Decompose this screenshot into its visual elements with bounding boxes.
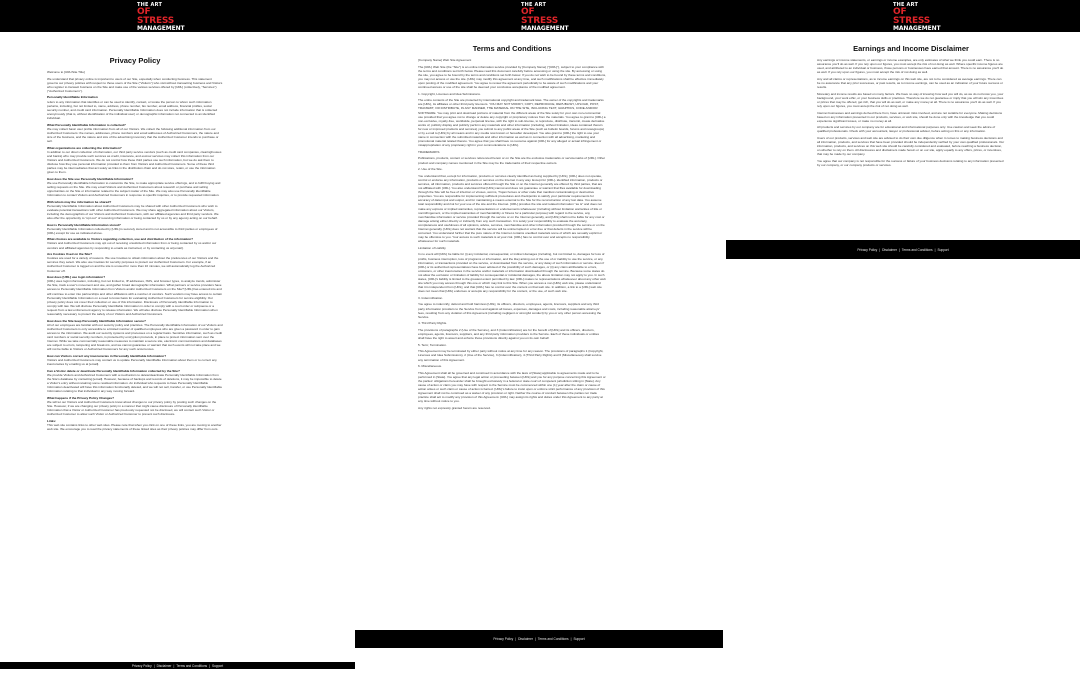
section-body: All of our employees are familiar with our security policy and practices. The Personally Identifiable Information of our Visitors and Authorized Customers is only accessible to a limited number of qualified employees who are given a password in order to gain access to the information. We audit our security systems and processes on a regular basis. Sensitive information, such as credit card numbers or social security numbers, is protected by encryption protocols, in place to protect information sent over the Internet. While we take commercially reasonable measures to maintain a secure site, electronic communications and databases are subject to errors, tampering and break-ins, and we cannot guarantee or warrant that such events will not take place and we will not be liable to Visitors or Authorized Customers for any such occurrences. [47, 322, 223, 352]
section-body: In addition to our direct collection of information, our third party service vendors (such as credit card companies, clearinghouses and banks) who may provide such services as credit, insurance, and escrow services may collect this information from our Visitors and Authorized Customers. We do not control how these third parties use such information, but we do ask them to disclose how they use personal information provided to them from Visitors and Authorized Customers. Some of these third parties may be intermediaries that act solely as links in the distribution chain and do not store, retain, or use the information given to them. [47, 149, 222, 175]
terms-paragraph: This Agreement shall all be governed and construed in accordance with the laws of [State] applicable to agreements made and to be performed in [State]. You agree that any legal action or proceeding between [URL] and you for any purpose concerning this Agreement or the parties' obligations hereunder shall be brought exclusively in a federal or state court of competent jurisdiction sitting in [State]. Any cause of action or claim you may have with respect to the Service must be commenced within one (1) year after the claim or cause of action arises or such claim or cause of action is barred. [URL]'s failure to insist upon or enforce strict performance of any provision of this Agreement shall not be construed as a waiver of any provision or right. Neither the course of conduct between the parties nor trade practice shall act to modify any provision of this Agreement. [URL] may assign its rights and duties under this Agreement to any party at any time without notice to you. [418, 370, 606, 404]
privacy-footer: Privacy Policy | Disclaimer | Terms and Conditions | Support [0, 662, 355, 669]
terms-footer: Privacy Policy | Disclaimer | Terms and Conditions | Support [355, 630, 723, 648]
site-header [0, 0, 1080, 32]
logo-line-1: THE ART [521, 2, 547, 8]
terms-paragraphs [418, 65, 606, 410]
privacy-intro: Welcome to [URL/Site Title] [47, 70, 85, 74]
section-body: This web site contains links to other web sites. Please note that when you click on one of these links, you are moving to another web site. We encourage you to read the privacy statements of these linked sites as their privacy policies may differ from ours. [47, 422, 222, 431]
terms-paragraph: 4. Third Party Rights. [418, 321, 448, 326]
footer-link-disclaimer[interactable]: Disclaimer [882, 247, 897, 252]
terms-paragraph: You understand that, except for information, products or services clearly identified as being supplied by [URL], [URL] does not operate, control or endorse any information, products or services on the Internet in any way. Except for [URL]- identified information, products or services, all information, products and services offered through the Site or on the Internet generally are offered by third parties, that are not affiliated with [URL]. You also understand that [URL] cannot and does not guarantee or warrant that files available for downloading through the Site will be free of infection or viruses, worms, Trojan horses or other code that manifest contaminating or destructive properties. You are responsible for implementing sufficient procedures and checkpoints to satisfy your particular requirements for accuracy of data input and output, and for maintaining a means external to the Site for the reconstruction of any lost data. You assume total responsibility and risk for your use of the site and the Internet. [URL] provides the site and related information "as is" and does not make any express or implied warranties, representations or endorsements whatsoever (including without limitation warranties of title or noninfringement, or the implied warranties of merchantability or fitness for a particular purpose) with regard to the service, any merchandise information or service provided through the service or on the Internet generally, and [URL] shall not be liable for any cost or damage arising either directly or indirectly from any such transaction. It is solely your responsibility to evaluate the accuracy, completeness and usefulness of all opinions, advice, services, merchandise and other information provided through the service or on the Internet generally. [URL] does not warrant that the service will be uninterrupted or error-free or that defects in the service will be corrected. You understand further that the pure nature of the Internet contains unedited materials some of which are sexually explicit or may be offensive to you. Your access to such materials is at your risk. [URL] has no control over and accepts no responsibility whatsoever for such materials. [418, 173, 605, 244]
section-body: We may collect basic user profile information from all of our Visitors. We collect the following additional information from our Authorized Customers: the names, addresses, phone numbers and email addresses of Authorized Customers, the nature and size of the business, and the nature and size of the advertising inventory that the Authorized Customer intends to purchase or sell. [47, 126, 219, 143]
logo-line-3: MANAGEMENT [893, 25, 941, 32]
brand-logo[interactable] [137, 2, 185, 32]
section-heading: What choices are available to Visitors regarding collection, use and distribution of the information? [47, 237, 194, 242]
brand-logo[interactable] [893, 2, 941, 32]
footer-link-disclaimer[interactable]: Disclaimer [156, 663, 172, 668]
earnings-paragraph: Users of our products, services and web site are advised to do their own due diligence when it comes to making business decisions and all information, products, and services that have been provided should be independently verified by your own qualified professionals. Our information, products, and services on this web site should be carefully considered and evaluated, before reaching a business decision, on whether to rely on them. All disclosures and disclaimers made herein or on our site, apply equally to any offers, prizes, or incentives, that may be made by our company. [817, 136, 1005, 157]
section-body: Personally Identifiable Information about Authorized Customers may be shared with other Authorized Customers who wish to evaluate potential transactions with other Authorized Customers. We may share aggregated information about our Visitors, including the demographics of our Visitors and Authorized Customers, with our affiliated agencies and third party vendors. We also offer the opportunity to "opt out" of receiving information or being contacted by us or by any agency acting on our behalf. [47, 203, 219, 220]
terms-document [418, 44, 606, 413]
terms-paragraph: The entire contents of the Site are protected by international copyright and trademark laws. The owner of the copyrights and trademarks are [URL], its affiliates or other third party licensors. YOU MAY NOT MODIFY, COPY, REPRODUCE, REPUBLISH, UPLOAD, POST, TRANSMIT, OR DISTRIBUTE, IN ANY MANNER, THE MATERIAL ON THE SITE, INCLUDING TEXT, GRAPHICS, CODE AND/OR SOFTWARE. You may print and download portions of material from the different areas of the Site solely for your own non-commercial use provided that you agree not to change or delete any copyright or proprietary notices from the materials. You agree to grant to [URL] a non-exclusive, royalty-free, worldwide, perpetual license, with the right to sub-license, to reproduce, distribute, transmit, create derivative works of, publicly display and publicly perform any materials and other information (including, without limitation, ideas contained therein for new or improved products and services) you submit to any public areas of the Site (such as bulletin boards, forums and newsgroups) or by e-mail to [URL] by all means and in any media now known or hereafter developed. You also grant to [URL] the right to use your name in connection with the submitted materials and other information as well as in connection with all advertising, marketing and promotional material related thereto. You agree that you shall have no recourse against [URL] for any alleged or actual infringement or misappropriation of any proprietary right in your communications to [URL]. [418, 98, 606, 148]
earnings-footer: Privacy Policy | Disclaimer | Terms and Conditions | Support [726, 240, 1080, 259]
terms-paragraph: Limitation of Liability [418, 245, 446, 250]
logo-line-2: OF STRESS [137, 7, 175, 26]
section-heading: How does the Site keep Personally Identifiable Information secure? [47, 318, 146, 323]
terms-paragraph: TRADEMARKS [418, 149, 440, 154]
earnings-paragraphs [817, 58, 1005, 167]
section-body: refers to any information that identifies or can be used to identify, contact, or locate the person to whom such information pertains, including, but not limited to, name, address, phone number, fax number, email address, financial profiles, social security number, and credit card information. Personally Identifiable Information does not include information that is collected anonymously (that is, without identification of the individual user) or demographic information not connected to an identified individual. [47, 99, 218, 120]
terms-paragraph: The [URL] Web Site (the "Site") is an online information service provided by [Company Name] ("[URL]"), subject to your compliance with the terms and conditions set forth below. Please read this document carefully before accessing or using the site. By accessing or using the site, you agree to be bound by the terms and conditions set forth below. If you do not wish to be bound by these terms and conditions, you may not access or use the site. [URL] may modify this agreement at any time, and such modifications shall be effective immediately upon posting of the modified agreement. You agree to review the agreement periodically to be aware of such modifications and your continued access or use of the site shall be deemed your conclusive acceptance of the modified agreement. [418, 64, 606, 90]
earnings-paragraph: Any earnings or income statements, or earnings or income examples, are only estimates of what we think you could earn. There is no assurance you'll do as well. If you rely upon our figures, you must accept the risk of not doing as well. Where specific income figures are used, and attributed to an individual or business, those persons or businesses have earned that amount. There is no assurance you'll do as well. If you rely upon our figures, you must accept the risk of not doing as well. [817, 58, 1004, 75]
section-body: [URL] uses login information, including, but not limited to, IP addresses, ISPs, and browser types, to analyze trends, administer the Site, track a user's movement and use, and gather broad demographic information. What partners or service providers have access to Personally Identifiable Information from Visitors and/or Authorized Customers on the Site? [URL] has entered into and will continue to enter into partnerships and other affiliations with a number of vendors. Such vendors may have access to certain Personally Identifiable Information on a need to know basis for evaluating Authorized Customers for service eligibility. Our privacy policy does not cover their collection or use of this information. Disclosure of Personally Identifiable Information to comply with law. We will disclose Personally Identifiable Information in order to comply with a court order or subpoena or a request from a law enforcement agency to release information. We will also disclose Personally Identifiable Information when reasonably necessary to protect the safety of our Visitors and Authorized Customers. [47, 279, 223, 316]
footer-link-privacy[interactable]: Privacy Policy [857, 247, 878, 252]
earnings-disclaimer-document [817, 44, 1005, 170]
section-heading: What happens if the Privacy Policy Changes? [47, 395, 115, 400]
section-heading: How does [URL] use login information? [47, 275, 106, 280]
terms-paragraph: You agree to indemnify, defend and hold harmless [URL], its officers, directors, employees, agents, licensors, suppliers and any third party information providers to the Service from and against all losses, expenses, damages and costs, including reasonable attorneys' fees, resulting from any violation of this Agreement (including negligent or wrongful conduct) by you or any other person accessing the Service. [418, 302, 602, 319]
footer-link-disclaimer[interactable]: Disclaimer [518, 637, 533, 641]
section-heading: What organizations are collecting the information? [47, 145, 122, 150]
footer-link-terms[interactable]: Terms and Conditions [537, 637, 569, 641]
page-title: Privacy Policy [109, 56, 161, 65]
section-heading: What Personally Identifiable Information is collected? [47, 122, 126, 127]
footer-link-support[interactable]: Support [937, 247, 949, 252]
terms-paragraph: 1. Copyright, Licenses and Idea Submissions. [418, 91, 481, 96]
footer-link-privacy[interactable]: Privacy Policy [493, 637, 514, 641]
terms-paragraph: 2. Use of the Site. [418, 167, 443, 172]
section-heading: Can a Visitor delete or deactivate Personally Identifiable Information collected by the Site? [47, 368, 180, 373]
section-heading: Are Cookies Used on the Site? [47, 252, 93, 257]
privacy-policy-document [47, 56, 223, 433]
section-body: We will let our Visitors and Authorized Customers know about changes to our privacy policy by posting such changes on the Site. However, if we are changing our privacy policy in a manner that might cause disclosure of Personally Identifiable Information that a Visitor or Authorized Customer has previously requested not be disclosed, we will contact such Visitor or Authorized Customer to allow such Visitor or Authorized Customer to prevent such disclosure. [47, 399, 217, 417]
earnings-paragraph: All products and services by our company are for educational and informational purposes only. Use caution and seek the advice of qualified professionals. Check with your accountant, lawyer or professional advisor, before acting on this or any information. [817, 125, 996, 134]
earnings-paragraph: You agree that our company is not responsible for the success or failure of your business decisions relating to any information presented by our company, or our company products or services. [817, 158, 1004, 168]
logo-line-3: MANAGEMENT [521, 25, 569, 32]
footer-link-support[interactable]: Support [211, 663, 224, 668]
section-body: We provide Visitors and Authorized Customers with a mechanism to delete/deactivate Personally Identifiable Information from the Site's database by contacting [email]. However, because of backups and records of deletions, it may be impossible to delete a Visitor's entry without retaining some residual information. An individual who requests to have Personally Identifiable Information deactivated will have this information functionally deleted, and we will not sell, transfer, or use Personally Identifiable Information relating to that individual in any way moving forward. [47, 372, 223, 394]
terms-paragraph: Publications, products, content or services referenced herein or on the Site are the exclusive trademarks or servicemarks of [URL]. Other product and company names mentioned in the Site may be the trademarks of their respective owners. [418, 156, 606, 165]
terms-paragraph: Any rights not expressly granted herein are reserved. [418, 405, 491, 410]
logo-line-1: THE ART [893, 2, 919, 8]
logo-line-2: OF STRESS [521, 7, 559, 26]
footer-link-terms[interactable]: Terms and Conditions [176, 663, 208, 668]
terms-paragraph: 3. Indemnification. [418, 295, 444, 300]
terms-paragraph: The provisions of paragraphs 2 (Use of the Service), and 3 (Indemnification) are for the benefit of [URL] and its officers, directors, employees, agents, licensors, suppliers, and any third party information providers to the Service. Each of these individuals or entities shall have the right to assert and enforce those provisions directly against you on its own behalf. [418, 327, 600, 341]
section-body: Personally Identifiable Information collected by [URL] is securely stored and is not accessible to third parties or employees of [URL] except for use as indicated above. [47, 226, 218, 235]
earnings-paragraph: Any and all claims or representations, as to income earnings on this web site, are not to be considered as average earnings. There can be no assurance that any prior successes, or past results, as to income earnings, can be used as an indication of your future success or results. [817, 76, 1003, 90]
terms-paragraph: 6. Miscellaneous. [418, 364, 442, 369]
logo-line-3: MANAGEMENT [137, 25, 185, 32]
footer-link-terms[interactable]: Terms and Conditions [901, 247, 933, 252]
footer-link-support[interactable]: Support [573, 637, 585, 641]
section-heading: Links: [47, 418, 57, 423]
section-body: Cookies are used for a variety of reasons. We use Cookies to obtain information about the preferences of our Visitors and the services they select. We also use Cookies for security purposes to protect our Authorized Customers. For example, if an Authorized Customer is logged on and the site is unused for more than 10 minutes, we will automatically log the Authorized Customer off. [47, 256, 219, 273]
terms-paragraph: In no event will [URL] be liable for (i) any incidental, consequential, or indirect damages (including, but not limited to, damages for loss of profits, business interruption, loss of programs or information, and the like) arising out of the use of or inability to use the service, or any information, or transactions provided on the service, or downloaded from the service, or any delay of such information or service. Even if [URL] or its authorized representatives have been advised of the possibility of such damages, or (ii) any claim attributable to errors, omissions, or other inaccuracies in the service and/or materials or information downloaded through the service. Because some states do not allow the exclusion or limitation of liability for consequential or incidental damages, the above limitation may not apply to you. In such states, [URL]'s liability is limited to the greatest extent permitted by law. [URL] makes no representations whatsoever about any other web site which you may access through this one or which may link to this Site. When you access a non-[URL] web site, please understand that it is independent from [URL], and that [URL] has no control over the content on that web site. In addition, a link to a [URL] web site does not mean that [URL] endorses or accepts any responsibility for the content, or the use, of such web site. [418, 252, 606, 294]
earnings-paragraph: Internet businesses and earnings derived there from, have unknown risks involved, and are not suitable for everyone. Making decisions based on any information presented in our products, services, or web site, should be done only with the knowledge that you could experience significant losses, or make no money at all. [817, 110, 1003, 123]
page-title: Terms and Conditions [472, 44, 552, 53]
logo-line-1: THE ART [137, 2, 163, 8]
terms-paragraph: 5. Term; Termination. [418, 342, 447, 347]
section-heading: How does the Site use Personally Identifiable Information? [47, 176, 134, 181]
section-heading: How can Visitors correct any inaccuracies in Personally Identifiable Information? [47, 353, 167, 358]
section-body: Visitors and Authorized Customers may opt out of receiving unsolicited information from or being contacted by us and/or our vendors and affiliated agencies by responding to emails as instructed, or by contacting us at [email]. [47, 241, 217, 250]
page-title: Earnings and Income Disclaimer [853, 44, 969, 53]
privacy-intro-body: We understand that privacy online is important to users of our Site, especially when conducting business. This statement governs our privacy policies with respect to those users of the Site ("Visitors") who visit without transacting business and Visitors who register to transact business on the Site and make use of the various services offered by [URL] (collectively, "Services") ("Authorized Customers"). [47, 76, 223, 93]
terms-subtitle: [Company Name] Web Site Agreement [418, 58, 472, 62]
privacy-sections [47, 95, 223, 430]
logo-line-2: OF STRESS [893, 7, 931, 26]
section-body: We use Personally Identifiable Information to customize the Site, to make appropriate service offerings, and to fulfill buying and selling requests on the Site. We may email Visitors and Authorized Customers about research or purchase and selling opportunities on the Site or information related to the subject matter of the Site. We may also use Personally Identifiable Information to contact Visitors and Authorized Customers in response to specific inquiries, or to provide requested information. [47, 180, 221, 198]
section-heading: Personally Identifiable Information [47, 95, 98, 100]
footer-link-privacy[interactable]: Privacy Policy [131, 663, 152, 668]
section-body: Visitors and Authorized Customers may contact us to update Personally Identifiable Information about them or to correct any inaccuracies by emailing us at [email]. [47, 357, 217, 366]
brand-logo[interactable] [521, 2, 569, 32]
section-heading: With whom may the information be shared? [47, 199, 112, 204]
section-heading: How is Personally Identifiable Information stored? [47, 222, 121, 227]
terms-paragraph: This Agreement may be terminated by either party without notice at any time for any reason. The provisions of paragraphs 1 (Copyright, Licenses and Idea Submissions), 2 (Use of the Service), 3 (Indemnification), 4 (Third Party Rights) and 6 (Miscellaneous) shall survive any termination of this Agreement. [418, 349, 604, 362]
earnings-paragraph: Monetary and income results are based on many factors. We have no way of knowing how well you will do, as we do not know you, your background, your work ethic, or your business skills or practices. Therefore we do not guarantee or imply that you will win any incentives or prizes that may be offered, get rich, that you will do as well, or make any money at all. There is no assurance you'll do as well. If you rely upon our figures, you must accept the risk of not doing as well. [817, 91, 1004, 108]
